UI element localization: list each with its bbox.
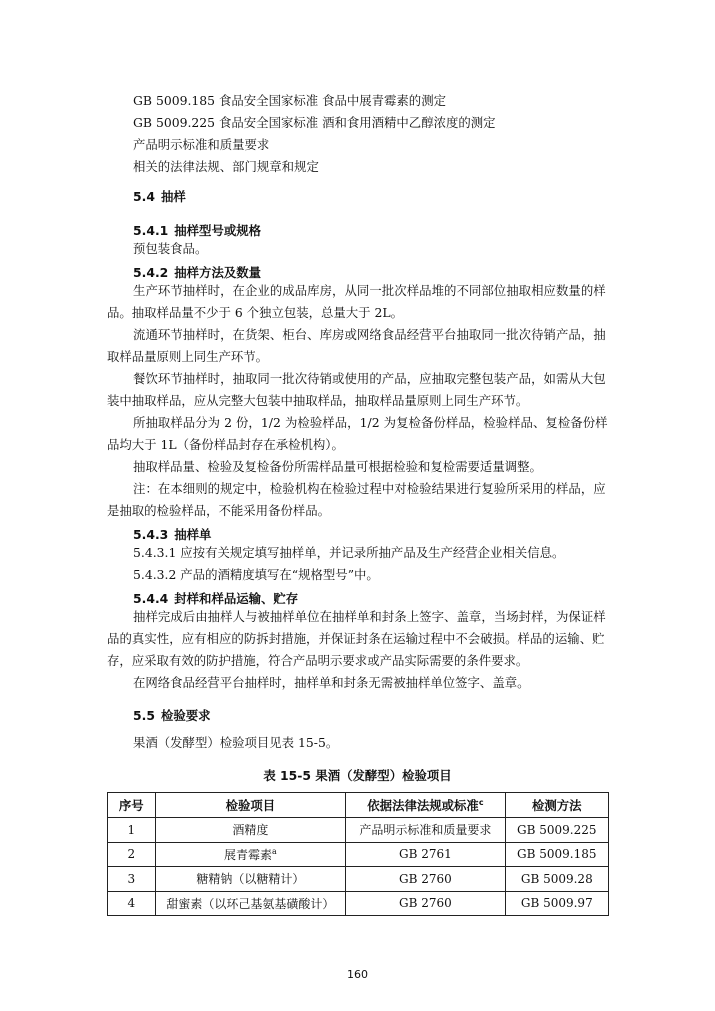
paragraph-line: 所抽取样品分为 2 份，1/2 为检验样品，1/2 为复检备份样品，检验样品、复检备份样: [133, 415, 608, 430]
section-heading-5-4-4: [133, 589, 298, 607]
table-row: [108, 818, 609, 843]
paragraph-line: 抽取样品量、检验及复检备份所需样品量可根据检验和复检需要适量调整。: [133, 459, 542, 474]
paragraph-line: 装中抽取样品，应从完整大包装中抽取样品，抽取样品量原则上同生产环节。: [107, 393, 529, 408]
paragraph-line: 品均大于 1L（备份样品封存在承检机构）。: [107, 437, 344, 452]
section-title: 抽样: [160, 189, 186, 204]
section-number: 5.4.3: [133, 527, 169, 542]
cell-item: [155, 842, 346, 867]
cell-basis: GB 2760: [346, 891, 505, 916]
section-heading-5-4-2: [133, 263, 261, 281]
section-title: 抽样方法及数量: [174, 265, 262, 280]
paragraph-line: 餐饮环节抽样时，抽取同一批次待销或使用的产品，应抽取完整包装产品，如需从大包: [133, 371, 606, 386]
footnote-marker: c: [478, 797, 484, 807]
section-number: 5.4: [133, 189, 155, 204]
header-basis-text: 依据法律法规或标准: [367, 798, 479, 813]
paragraph: 果酒（发酵型）检验项目见表 15-5。: [133, 735, 339, 750]
cell-method: GB 5009.185: [505, 842, 608, 867]
reference-line: 相关的法律法规、部门规章和规定: [133, 159, 319, 174]
inspection-items-table: [107, 792, 609, 916]
paragraph-line: 5.4.3.2 产品的酒精度填写在“规格型号”中。: [133, 567, 379, 582]
section-title: 检验要求: [160, 708, 211, 723]
section-number: 5.4.4: [133, 591, 169, 606]
section-number: 5.4.1: [133, 223, 169, 238]
reference-line: 产品明示标准和质量要求: [133, 137, 270, 152]
header-item: 检验项目: [155, 793, 346, 818]
cell-no: 4: [108, 891, 156, 916]
cell-item: [155, 867, 346, 892]
paragraph-line: 流通环节抽样时，在货架、柜台、库房或网络食品经营平台抽取同一批次待销产品，抽: [133, 327, 606, 342]
paragraph-line: 在网络食品经营平台抽样时，抽样单和封条无需被抽样单位签字、盖章。: [133, 675, 530, 690]
section-heading-5-4-3: [133, 525, 211, 543]
cell-method: GB 5009.225: [505, 818, 608, 843]
section-title: 封样和样品运输、贮存: [174, 591, 299, 606]
section-title: 抽样单: [174, 527, 212, 542]
header-basis: [346, 793, 505, 818]
cell-item: [155, 891, 346, 916]
cell-no: 3: [108, 867, 156, 892]
cell-method: GB 5009.28: [505, 867, 608, 892]
cell-no: 2: [108, 842, 156, 867]
page-number: 160: [347, 968, 368, 981]
paragraph-line: 5.4.3.1 应按有关规定填写抽样单，并记录所抽产品及生产经营企业相关信息。: [133, 545, 565, 560]
cell-method: GB 5009.97: [505, 891, 608, 916]
section-heading-5-4: [133, 187, 186, 205]
cell-basis: GB 2761: [346, 842, 505, 867]
table-row: [108, 867, 609, 892]
table-row: [108, 891, 609, 916]
paragraph-line: 品的真实性，应有相应的防拆封措施，并保证封条在运输过程中不会破损。样品的运输、贮: [107, 631, 605, 646]
section-heading-5-4-1: [133, 221, 261, 239]
paragraph-line: 品。抽取样品量不少于 6 个独立包装，总量大于 2L。: [107, 305, 404, 320]
paragraph: 预包装食品。: [133, 241, 208, 256]
item-text: 酒精度: [232, 823, 269, 838]
item-text: 展青霉素: [224, 847, 273, 862]
note-line: 注：在本细则的规定中，检验机构在检验过程中对检验结果进行复验所采用的样品，应: [133, 481, 606, 496]
cell-item: [155, 818, 346, 843]
header-method: 检测方法: [505, 793, 608, 818]
section-heading-5-5: [133, 706, 211, 724]
table-caption: 表 15-5 果酒（发酵型）检验项目: [263, 768, 452, 783]
cell-no: 1: [108, 818, 156, 843]
note-line: 是抽取的检验样品，不能采用备份样品。: [107, 503, 331, 518]
section-number: 5.5: [133, 708, 155, 723]
table-row: [108, 842, 609, 867]
paragraph-line: 生产环节抽样时，在企业的成品库房，从同一批次样品堆的不同部位抽取相应数量的样: [133, 283, 606, 298]
cell-basis: 产品明示标准和质量要求: [346, 818, 505, 843]
section-title: 抽样型号或规格: [174, 223, 262, 238]
item-text: 糖精钠（以糖精计）: [196, 872, 305, 887]
footnote-marker: a: [272, 846, 277, 856]
reference-line: GB 5009.225 食品安全国家标准 酒和食用酒精中乙醇浓度的测定: [133, 115, 496, 130]
item-text: 甜蜜素（以环己基氨基磺酸计）: [166, 896, 335, 911]
paragraph-line: 取样品量原则上同生产环节。: [107, 349, 269, 364]
paragraph-line: 存，应采取有效的防护措施，符合产品明示要求或产品实际需要的条件要求。: [107, 653, 529, 668]
cell-basis: GB 2760: [346, 867, 505, 892]
header-no: 序号: [108, 793, 156, 818]
paragraph-line: 抽样完成后由抽样人与被抽样单位在抽样单和封条上签字、盖章，当场封样，为保证样: [133, 609, 606, 624]
table-header-row: [108, 793, 609, 818]
reference-line: GB 5009.185 食品安全国家标准 食品中展青霉素的测定: [133, 93, 446, 108]
section-number: 5.4.2: [133, 265, 169, 280]
